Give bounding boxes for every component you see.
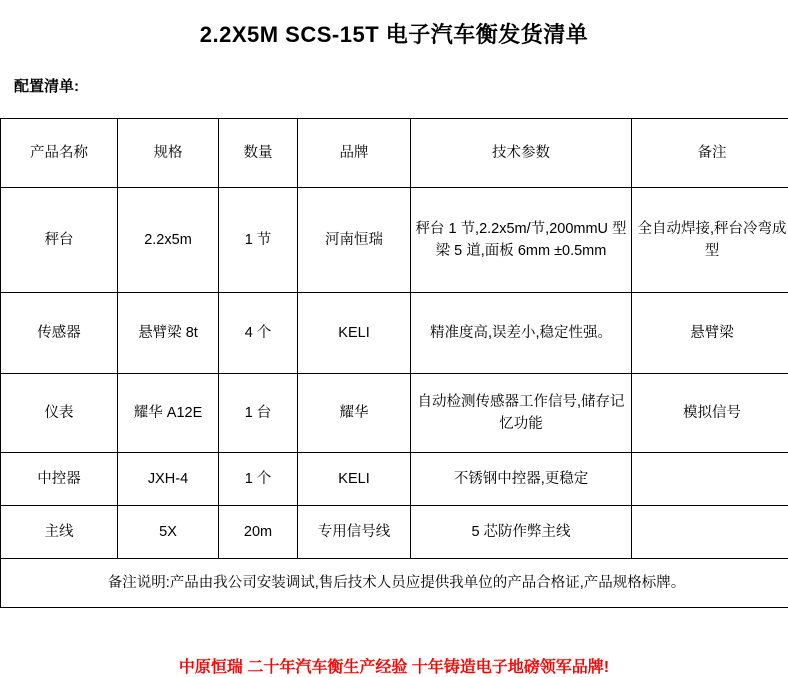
column-header-remarks: 备注 — [632, 119, 788, 188]
cell-spec: 5X — [118, 506, 219, 559]
cell-remarks: 悬臂梁 — [632, 293, 788, 374]
configuration-table — [0, 118, 788, 608]
promotional-footer: 中原恒瑞 二十年汽车衡生产经验 十年铸造电子地磅领军品牌! — [0, 654, 788, 677]
cell-parameters: 精准度高,误差小,稳定性强。 — [411, 293, 632, 374]
table-header-row — [1, 119, 788, 188]
cell-remarks — [632, 506, 788, 559]
cell-spec: 2.2x5m — [118, 188, 219, 293]
cell-quantity: 1 个 — [219, 453, 298, 506]
cell-table-note: 备注说明:产品由我公司安装调试,售后技术人员应提供我单位的产品合格证,产品规格标牌。 — [1, 559, 788, 608]
cell-parameters: 自动检测传感器工作信号,储存记忆功能 — [411, 374, 632, 453]
cell-brand: 耀华 — [298, 374, 411, 453]
table-row — [1, 453, 788, 506]
cell-quantity: 20m — [219, 506, 298, 559]
page-title: 2.2X5M SCS-15T 电子汽车衡发货清单 — [0, 18, 788, 49]
cell-remarks: 模拟信号 — [632, 374, 788, 453]
column-header-parameters: 技术参数 — [411, 119, 632, 188]
cell-remarks — [632, 453, 788, 506]
section-subtitle: 配置清单: — [14, 75, 788, 96]
column-header-spec: 规格 — [118, 119, 219, 188]
table-row — [1, 374, 788, 453]
cell-brand: 专用信号线 — [298, 506, 411, 559]
cell-quantity: 1 节 — [219, 188, 298, 293]
cell-remarks: 全自动焊接,秤台冷弯成型 — [632, 188, 788, 293]
document-page — [0, 18, 788, 663]
cell-spec: JXH-4 — [118, 453, 219, 506]
column-header-quantity: 数量 — [219, 119, 298, 188]
cell-spec: 耀华 A12E — [118, 374, 219, 453]
cell-product-name: 主线 — [1, 506, 118, 559]
cell-product-name: 中控器 — [1, 453, 118, 506]
table-row — [1, 188, 788, 293]
cell-quantity: 1 台 — [219, 374, 298, 453]
column-header-product-name: 产品名称 — [1, 119, 118, 188]
cell-product-name: 仪表 — [1, 374, 118, 453]
cell-parameters: 不锈钢中控器,更稳定 — [411, 453, 632, 506]
column-header-brand: 品牌 — [298, 119, 411, 188]
cell-parameters: 秤台 1 节,2.2x5m/节,200mmU 型梁 5 道,面板 6mm ±0.5mm — [411, 188, 632, 293]
table-row — [1, 506, 788, 559]
cell-product-name: 传感器 — [1, 293, 118, 374]
table-row — [1, 293, 788, 374]
table-footer-row — [1, 559, 788, 608]
cell-quantity: 4 个 — [219, 293, 298, 374]
cell-brand: KELI — [298, 453, 411, 506]
cell-product-name: 秤台 — [1, 188, 118, 293]
cell-spec: 悬臂梁 8t — [118, 293, 219, 374]
cell-brand: KELI — [298, 293, 411, 374]
cell-brand: 河南恒瑞 — [298, 188, 411, 293]
cell-parameters: 5 芯防作弊主线 — [411, 506, 632, 559]
